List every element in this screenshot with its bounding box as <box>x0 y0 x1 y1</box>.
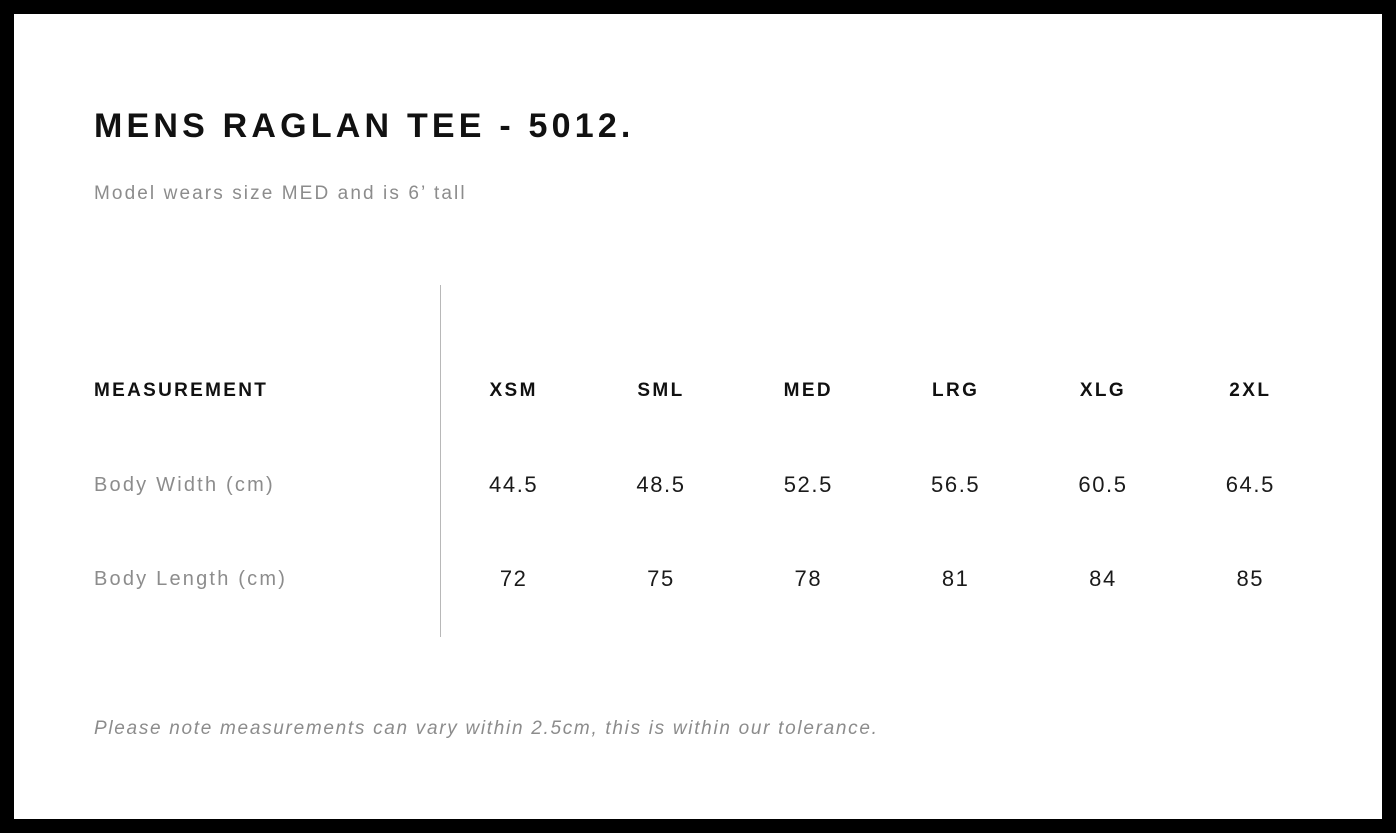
cell-body-length-xlg: 84 <box>1089 566 1117 591</box>
page-title: MENS RAGLAN TEE - 5012. <box>94 107 635 145</box>
column-header-lrg: LRG <box>931 380 980 401</box>
size-chart-page <box>14 14 1382 819</box>
cell-body-width-lrg: 56.5 <box>931 472 981 497</box>
model-note: Model wears size MED and is 6’ tall <box>94 183 467 204</box>
cell-body-length-2xl: 85 <box>1236 566 1265 591</box>
cell-body-width-2xl: 64.5 <box>1225 472 1275 497</box>
table-row <box>94 438 1324 532</box>
column-header-2xl: 2XL <box>1229 380 1272 401</box>
cell-body-width-xlg: 60.5 <box>1078 472 1128 497</box>
cell-body-length-med: 78 <box>794 566 823 591</box>
cell-body-length-lrg: 81 <box>941 566 970 591</box>
column-header-sml: SML <box>637 380 685 401</box>
cell-body-length-sml: 75 <box>647 566 675 591</box>
cell-body-width-med: 52.5 <box>783 472 833 497</box>
table-header-row <box>94 344 1324 438</box>
tolerance-note: Please note measurements can vary within 2.5cm, this is within our tolerance. <box>94 718 879 739</box>
table-row <box>94 532 1324 626</box>
row-label-body-width: Body Width (cm) <box>94 473 275 496</box>
cell-body-width-xsm: 44.5 <box>489 472 539 497</box>
column-header-xlg: XLG <box>1079 380 1127 401</box>
column-header-measurement: MEASUREMENT <box>94 380 269 401</box>
cell-body-length-xsm: 72 <box>499 566 528 591</box>
cell-body-width-sml: 48.5 <box>636 472 686 497</box>
row-label-body-length: Body Length (cm) <box>94 567 288 590</box>
column-header-xsm: XSM <box>489 380 538 401</box>
column-header-med: MED <box>783 380 834 401</box>
size-table <box>94 344 1324 626</box>
